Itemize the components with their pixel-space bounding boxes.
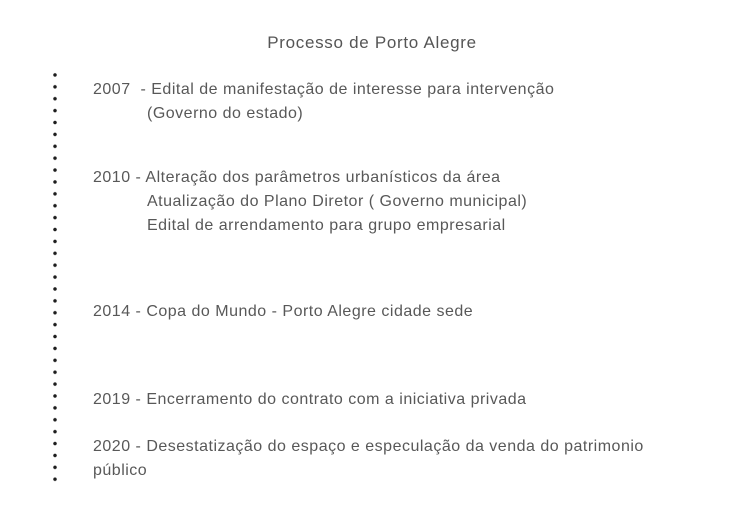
- timeline-entry-2007: [93, 78, 554, 126]
- timeline-entry-2019: [93, 388, 527, 412]
- timeline-dotted-axis: [52, 69, 58, 486]
- timeline-entry-2010: [93, 166, 527, 238]
- timeline-entry-2010-line-1: 2010 - Alteração dos parâmetros urbanísticos da área: [93, 169, 501, 186]
- timeline-entry-2010-line-3: Edital de arrendamento para grupo empresarial: [147, 217, 506, 234]
- timeline-entry-2010-line-2: Atualização do Plano Diretor ( Governo municipal): [147, 193, 528, 210]
- slide-title: Processo de Porto Alegre: [267, 33, 477, 52]
- timeline-entry-2014: [93, 300, 473, 324]
- timeline-entry-2020-line-1: 2020 - Desestatização do espaço e especulação da venda do patrimonio: [93, 438, 644, 455]
- timeline-entry-2007-line-2: (Governo do estado): [147, 105, 304, 122]
- timeline-entry-2014-line-1: 2014 - Copa do Mundo - Porto Alegre cidade sede: [93, 303, 474, 320]
- timeline-entry-2007-line-1: 2007 - Edital de manifestação de interesse para intervenção: [93, 81, 555, 98]
- timeline-entry-2020: [93, 435, 644, 483]
- timeline-entry-2020-line-2: público: [93, 462, 148, 479]
- timeline-entry-2019-line-1: 2019 - Encerramento do contrato com a iniciativa privada: [93, 391, 527, 408]
